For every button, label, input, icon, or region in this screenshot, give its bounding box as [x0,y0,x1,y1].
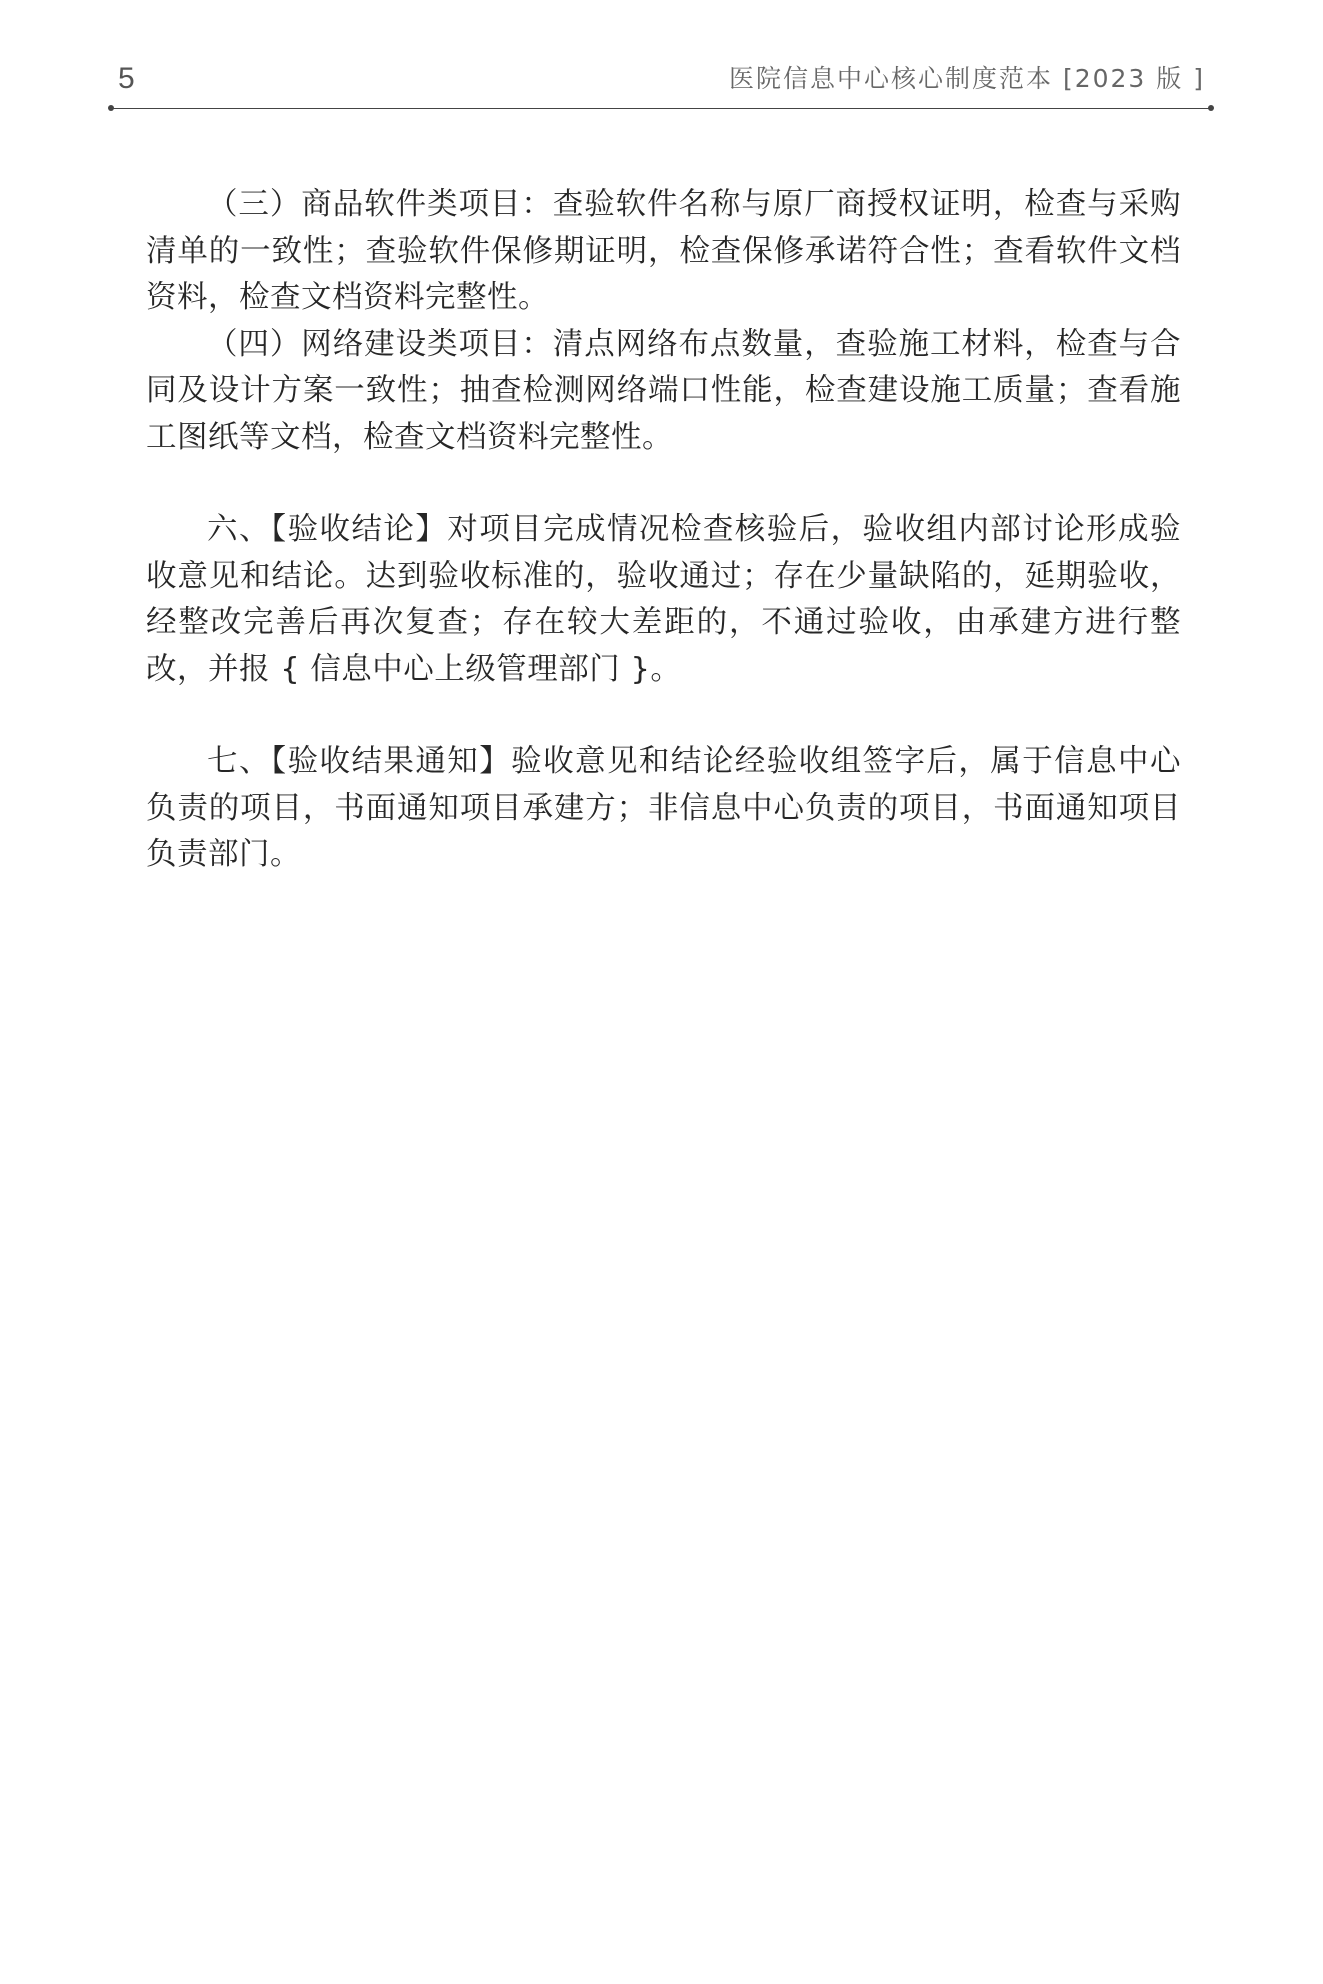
page-number: 5 [118,62,135,95]
document-body [146,182,1181,879]
divider-left-dot [108,105,114,111]
paragraph-acceptance-conclusion: 六、【验收结论】对项目完成情况检查核验后，验收组内部讨论形成验收意见和结论。达到验收标准的，验收通过；存在少量缺陷的，延期验收，经整改完善后再次复查；存在较大差距的，不通过验收，由承建方进行整改，并报 { 信息中心上级管理部门 }。 [146,512,1181,687]
paragraph-software-items: （三）商品软件类项目：查验软件名称与原厂商授权证明，检查与采购清单的一致性；查验软件保修期证明，检查保修承诺符合性；查看软件文档资料，检查文档资料完整性。 [146,187,1181,315]
document-title: 医院信息中心核心制度范本 [2023 版 ] [729,64,1205,93]
header-divider [112,108,1212,109]
paragraph-acceptance-notice: 七、【验收结果通知】验收意见和结论经验收组签字后，属于信息中心负责的项目，书面通知项目承建方；非信息中心负责的项目，书面通知项目负责部门。 [146,744,1181,872]
paragraph-network-items: （四）网络建设类项目：清点网络布点数量，查验施工材料，检查与合同及设计方案一致性；抽查检测网络端口性能，检查建设施工质量；查看施工图纸等文档，检查文档资料完整性。 [146,326,1181,455]
page-header [0,0,1323,120]
divider-right-dot [1208,105,1214,111]
